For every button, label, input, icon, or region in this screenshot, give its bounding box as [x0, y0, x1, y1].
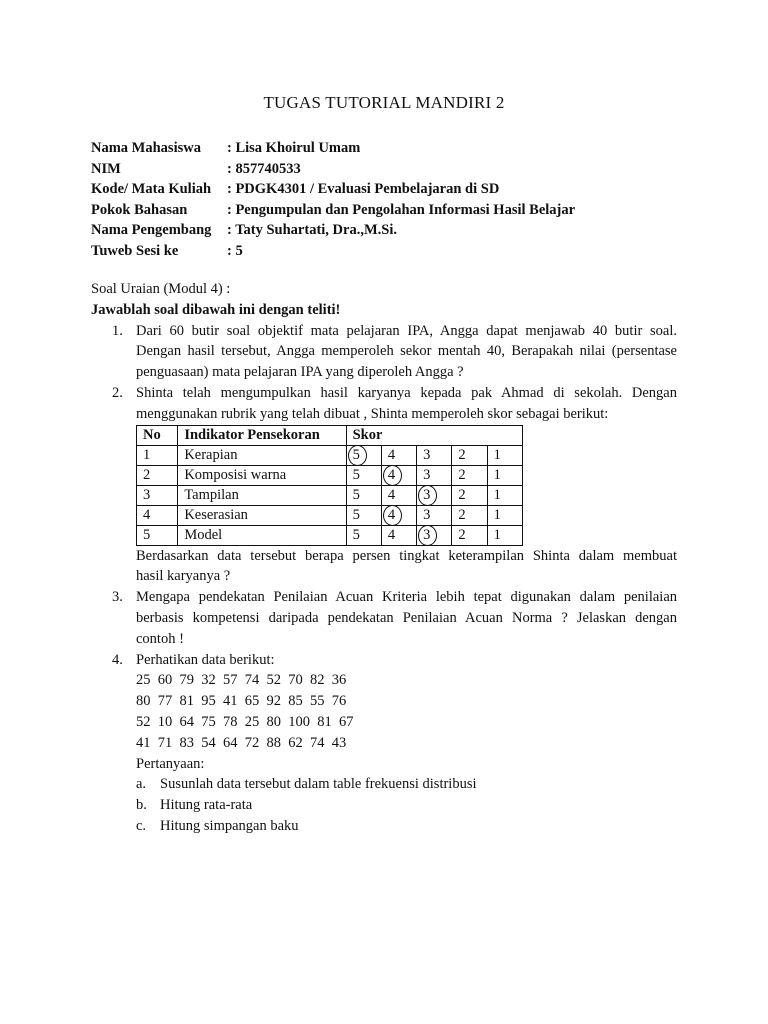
identity-block — [91, 138, 575, 262]
cell-no: 5 — [137, 525, 178, 545]
question-4 — [91, 650, 677, 837]
cell-skor — [381, 525, 416, 545]
cell-skor — [346, 525, 381, 545]
data-row: 52 10 64 75 78 25 80 100 81 67 — [136, 713, 354, 730]
score-table — [136, 425, 523, 546]
score-value: 3 — [423, 446, 431, 463]
score-value-circled: 3 — [423, 526, 431, 543]
cell-skor — [381, 445, 416, 465]
question-2 — [91, 383, 677, 587]
cell-skor — [452, 525, 487, 545]
question-3 — [91, 587, 677, 649]
cell-skor — [452, 485, 487, 505]
score-table-row — [137, 505, 523, 525]
identity-row — [91, 200, 575, 221]
score-value: 4 — [387, 526, 396, 543]
score-value: 1 — [493, 446, 501, 463]
score-table-row — [137, 525, 523, 545]
score-value-circled: 5 — [352, 446, 360, 463]
selection-circle — [418, 485, 437, 506]
identity-row — [91, 220, 575, 241]
score-value-circled: 4 — [387, 466, 396, 483]
cell-skor — [417, 525, 452, 545]
score-value: 2 — [458, 526, 466, 543]
question-text-line: Shinta telah mengumpulkan hasil karyanya kepada pak Ahmad di sekolah. Dengan — [136, 384, 677, 401]
identity-value: : 857740533 — [227, 160, 301, 177]
cell-skor — [381, 485, 416, 505]
identity-row — [91, 241, 575, 262]
cell-skor — [487, 465, 522, 485]
sub-question — [136, 774, 677, 795]
score-value: 1 — [493, 506, 501, 523]
cell-skor — [487, 445, 522, 465]
identity-label: NIM — [91, 160, 121, 177]
cell-skor — [452, 445, 487, 465]
page-title: TUGAS TUTORIAL MANDIRI 2 — [263, 93, 505, 112]
score-value: 4 — [387, 486, 396, 503]
cell-no: 3 — [137, 485, 178, 505]
cell-no: 2 — [137, 465, 178, 485]
section-heading: Soal Uraian (Modul 4) : — [91, 281, 231, 297]
score-value: 5 — [352, 486, 360, 503]
identity-label: Tuweb Sesi ke — [91, 242, 179, 259]
score-value-circled: 4 — [387, 506, 396, 523]
question-text-line: menggunakan rubrik yang telah dibuat , Shinta memperoleh skor sebagai berikut: — [136, 405, 609, 422]
identity-label: Kode/ Mata Kuliah — [91, 181, 212, 198]
question-number: 3. — [112, 589, 123, 606]
cell-skor — [346, 485, 381, 505]
score-table-header — [137, 425, 523, 445]
question-number: 4. — [112, 651, 123, 668]
score-value: 3 — [423, 466, 431, 483]
data-row: 41 71 83 54 64 72 88 62 74 43 — [136, 734, 347, 751]
score-value: 5 — [352, 526, 360, 543]
cell-skor — [487, 525, 522, 545]
cell-skor — [381, 505, 416, 525]
question-text-line: penguasaan) mata pelajaran IPA yang diperoleh Angga ? — [136, 364, 464, 381]
identity-value: : Pengumpulan dan Pengolahan Informasi Hasil Belajar — [227, 201, 576, 218]
identity-row — [91, 138, 575, 159]
section-instruction: Jawablah soal dibawah ini dengan teliti! — [91, 301, 341, 318]
sub-question-text: Hitung simpangan baku — [160, 817, 299, 834]
identity-row — [91, 159, 575, 180]
data-row: 25 60 79 32 57 74 52 70 82 36 — [136, 672, 347, 689]
score-table-row — [137, 485, 523, 505]
question-number: 1. — [112, 322, 123, 339]
selection-circle — [383, 465, 402, 486]
cell-no: 1 — [137, 445, 178, 465]
cell-indikator: Komposisi warna — [178, 465, 346, 485]
cell-indikator: Keserasian — [178, 505, 346, 525]
question-text-line: Dari 60 butir soal objektif mata pelajaran IPA, Angga dapat menjawab 40 butir soal. — [136, 322, 677, 339]
score-value: 5 — [352, 466, 360, 483]
question-text-line: Berdasarkan data tersebut berapa persen tingkat keterampilan Shinta dalam membuat — [136, 547, 677, 564]
cell-skor — [487, 485, 522, 505]
question-text-line: hasil karyanya ? — [136, 568, 231, 585]
question-text-line: Dengan hasil tersebut, Angga memperoleh sekor mentah 40, Berapakah nilai (persentase — [136, 343, 677, 360]
cell-skor — [452, 465, 487, 485]
question-text-line: contoh ! — [136, 630, 184, 647]
identity-label: Nama Mahasiswa — [91, 140, 201, 156]
identity-value: : PDGK4301 / Evaluasi Pembelajaran di SD — [227, 181, 500, 198]
header-no: No — [137, 425, 178, 445]
score-value: 1 — [493, 526, 501, 543]
cell-indikator: Model — [178, 525, 346, 545]
selection-circle — [418, 525, 437, 546]
score-value: 3 — [423, 506, 431, 523]
identity-value: : Taty Suhartati, Dra.,M.Si. — [227, 222, 397, 239]
header-indikator: Indikator Pensekoran — [178, 425, 346, 445]
cell-skor — [417, 465, 452, 485]
cell-skor — [346, 505, 381, 525]
cell-skor — [487, 505, 522, 525]
sub-question-letter: a. — [136, 776, 147, 793]
score-value: 2 — [458, 486, 466, 503]
sub-question-letter: b. — [136, 797, 147, 814]
sub-question-text: Hitung rata-rata — [160, 797, 253, 814]
sub-question — [136, 816, 677, 837]
score-value: 2 — [458, 466, 466, 483]
cell-indikator: Kerapian — [178, 445, 346, 465]
cell-skor — [346, 445, 381, 465]
cell-skor — [417, 445, 452, 465]
header-skor: Skor — [346, 425, 522, 445]
score-value: 4 — [387, 446, 396, 463]
score-value: 5 — [352, 506, 360, 523]
question-number: 2. — [112, 384, 123, 401]
score-value: 1 — [493, 486, 501, 503]
selection-circle — [348, 445, 367, 466]
question-text-line: Perhatikan data berikut: — [136, 651, 275, 668]
sub-question — [136, 795, 677, 816]
question-1 — [91, 321, 677, 383]
question-text-line: Mengapa pendekatan Penilaian Acuan Kriteria lebih tepat digunakan dalam penilaian — [136, 589, 677, 606]
cell-skor — [452, 505, 487, 525]
identity-value: : 5 — [227, 242, 243, 259]
score-table-row — [137, 465, 523, 485]
score-table-row — [137, 445, 523, 465]
identity-row — [91, 179, 575, 200]
identity-value: : Lisa Khoirul Umam — [227, 140, 361, 156]
score-value: 2 — [458, 506, 466, 523]
cell-skor — [417, 485, 452, 505]
selection-circle — [383, 505, 402, 526]
cell-no: 4 — [137, 505, 178, 525]
questions-section — [91, 279, 677, 837]
data-row: 80 77 81 95 41 65 92 85 55 76 — [136, 693, 347, 710]
cell-skor — [417, 505, 452, 525]
sub-question-letter: c. — [136, 817, 147, 834]
cell-skor — [346, 465, 381, 485]
sub-question-text: Susunlah data tersebut dalam table frekuensi distribusi — [160, 776, 477, 793]
cell-indikator: Tampilan — [178, 485, 346, 505]
score-value: 1 — [493, 466, 501, 483]
question-text-line: berbasis kompetensi daripada pendekatan Penilaian Acuan Norma ? Jelaskan dengan — [136, 609, 677, 626]
cell-skor — [381, 465, 416, 485]
identity-label: Nama Pengembang — [91, 222, 212, 239]
score-value: 2 — [458, 446, 466, 463]
question-label: Pertanyaan: — [136, 755, 205, 772]
identity-label: Pokok Bahasan — [91, 201, 188, 218]
score-value-circled: 3 — [423, 486, 431, 503]
